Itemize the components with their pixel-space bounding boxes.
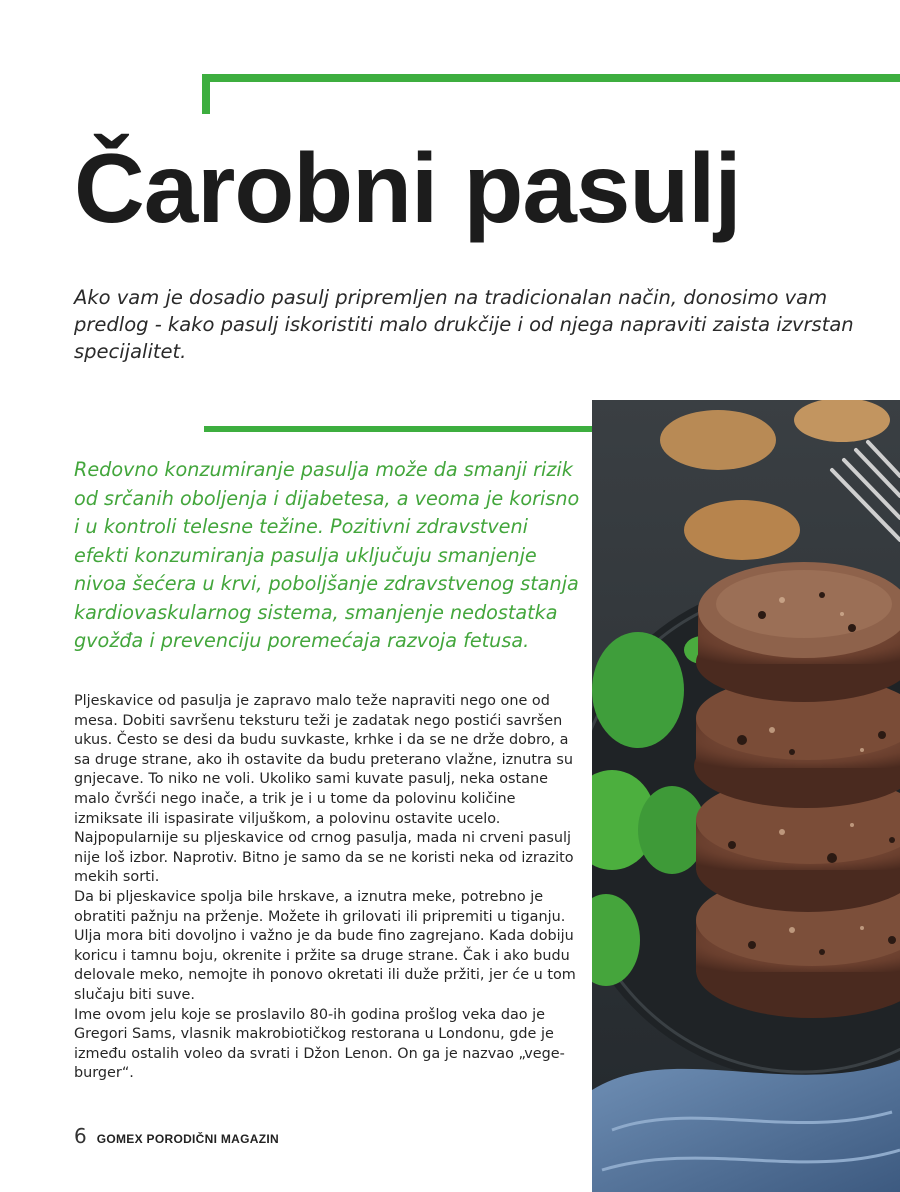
walnut-1 bbox=[660, 410, 776, 470]
section-divider bbox=[204, 426, 592, 432]
article-title: Čarobni pasulj bbox=[74, 133, 741, 243]
veggie-burger-photo bbox=[592, 400, 900, 1192]
top-accent-bar bbox=[202, 74, 900, 82]
walnut-3 bbox=[684, 500, 800, 560]
top-accent-stem bbox=[202, 74, 210, 114]
body-paragraph-1: Pljeskavice od pasulja je zapravo malo teže napraviti nego one od mesa. Dobiti savršenu teksturu teži je zadatak nego postići savršen ukus. Često se desi da budu suvkaste, krhke i da se ne drže dobro, a sa druge strane, ako ih ostavite da budu preterano vlažne, iznutra su gnjecave. To niko ne voli. Ukoliko sami kuvate pasulj, neka ostane malo čvršći nego inače, a trik je i u tome da polovinu količine izmiksate ili ispasirate viljuškom, a polovinu ostavite ucelo. Najpopularnije su pljeskavice od crnog pasulja, mada ni crveni pasulj nije loš izbor. Naprotiv. Bitno je samo da se ne koristi neka od izrazito mekih sorti. bbox=[74, 693, 574, 886]
spinach-leaf-3 bbox=[638, 786, 706, 874]
patty-stack bbox=[694, 562, 900, 1018]
walnut-2 bbox=[794, 400, 890, 442]
burger-illustration bbox=[592, 400, 900, 1192]
spinach-leaf-1 bbox=[592, 632, 684, 748]
page-number: 6 bbox=[74, 1124, 87, 1148]
highlight-quote: Redovno konzumiranje pasulja može da smanji rizik od srčanih oboljenja i dijabetesa, a veoma je korisno i u kontroli telesne težine. Pozitivni zdravstveni efekti konzumiranja pasulja uključuju smanjenje nivoa šećera u krvi, poboljšanje zdravstvenog stanja kardiovaskularnog sistema, smanjenje nedostatka gvožđa i prevenciju poremećaja razvoja fetusa. bbox=[74, 458, 580, 652]
article-body bbox=[74, 692, 584, 1084]
body-paragraph-3: Ime ovom jelu koje se proslavilo 80-ih godina prošlog veka dao je Gregori Sams, vlasnik makrobiotičkog restorana u Londonu, gde je između ostalih voleo da svrati i Džon Lenon. On ga je nazvao „vege-burger“. bbox=[74, 1006, 565, 1082]
magazine-name: GOMEX PORODIČNI MAGAZIN bbox=[96, 1132, 279, 1146]
body-paragraph-2: Da bi pljeskavice spolja bile hrskave, a iznutra meke, potrebno je obratiti pažnju na prženje. Možete ih grilovati ili pripremiti u tiganju. Ulja mora biti dovoljno i važno je da bude fino zagrejano. Kada dobiju koricu i tamnu boju, okrenite i pržite sa druge strane. Čak i ako budu delovale meko, nemojte ih ponovo okretati ili duže pržiti, jer će u tom slučaju biti suve. bbox=[74, 888, 576, 1003]
article-intro: Ako vam je dosadio pasulj pripremljen na tradicionalan način, donosimo vam predlog - kako pasulj iskoristiti malo drukčije i od njega napraviti zaista izvrstan specijalitet. bbox=[74, 286, 854, 363]
page-footer bbox=[74, 1124, 279, 1148]
blue-napkin bbox=[592, 1060, 900, 1192]
